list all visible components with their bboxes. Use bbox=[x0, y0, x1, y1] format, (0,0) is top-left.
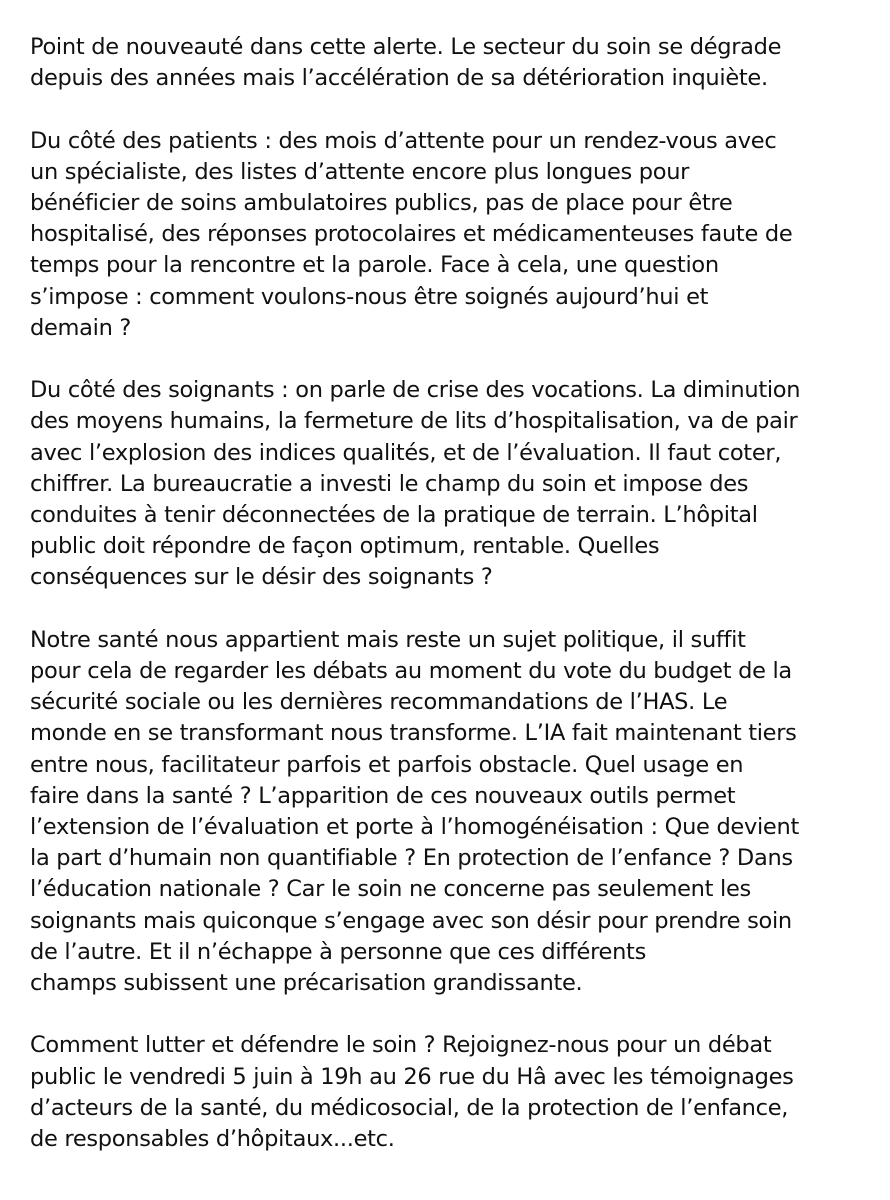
text-line: sécurité sociale ou les dernières recommandations de l’HAS. Le bbox=[30, 689, 728, 716]
text-line: public le vendredi 5 juin à 19h au 26 rue du Hâ avec les témoignages bbox=[30, 1063, 794, 1090]
text-line: hospitalisé, des réponses protocolaires et médicamenteuses faute de bbox=[30, 221, 793, 248]
text-line: public doit répondre de façon optimum, rentable. Quelles bbox=[30, 533, 660, 560]
text-line: l’extension de l’évaluation et porte à l’homogénéisation : Que devient bbox=[30, 814, 799, 841]
paragraph-intro bbox=[30, 32, 870, 94]
paragraph-patients bbox=[30, 126, 870, 344]
text-line: de l’autre. Et il n’échappe à personne que ces différents bbox=[30, 938, 646, 965]
paragraph-soignants bbox=[30, 375, 870, 593]
text-line: chiffrer. La bureaucratie a investi le champ du soin et impose des bbox=[30, 470, 749, 497]
text-line: la part d’humain non quantifiable ? En protection de l’enfance ? Dans bbox=[30, 845, 793, 872]
paragraph-invitation bbox=[30, 1030, 870, 1155]
document-body bbox=[30, 32, 870, 1186]
text-line: demain ? bbox=[30, 314, 132, 341]
text-line: pour cela de regarder les débats au moment du vote du budget de la bbox=[30, 658, 792, 685]
text-line: de responsables d’hôpitaux...etc. bbox=[30, 1126, 395, 1153]
text-line: l’éducation nationale ? Car le soin ne concerne pas seulement les bbox=[30, 876, 751, 903]
text-line: Point de nouveauté dans cette alerte. Le secteur du soin se dégrade bbox=[30, 34, 782, 60]
text-line: faire dans la santé ? L’apparition de ces nouveaux outils permet bbox=[30, 782, 736, 809]
text-line: conséquences sur le désir des soignants ? bbox=[30, 564, 493, 591]
text-line: avec l’explosion des indices qualités, et de l’évaluation. Il faut coter, bbox=[30, 439, 782, 466]
text-line: conduites à tenir déconnectées de la pratique de terrain. L’hôpital bbox=[30, 502, 758, 529]
text-line: d’acteurs de la santé, du médicosocial, de la protection de l’enfance, bbox=[30, 1094, 789, 1121]
text-line: Comment lutter et défendre le soin ? Rejoignez-nous pour un débat bbox=[30, 1032, 772, 1059]
text-line: bénéficier de soins ambulatoires publics, pas de place pour être bbox=[30, 190, 733, 216]
text-line: champs subissent une précarisation grandissante. bbox=[30, 970, 583, 997]
text-line: soignants mais quiconque s’engage avec son désir pour prendre soin bbox=[30, 907, 792, 934]
text-line: temps pour la rencontre et la parole. Face à cela, une question bbox=[30, 252, 719, 279]
text-line: depuis des années mais l’accélération de sa détérioration inquiète. bbox=[30, 65, 768, 92]
paragraph-sante-politique bbox=[30, 625, 870, 999]
text-line: des moyens humains, la fermeture de lits d’hospitalisation, va de pair bbox=[30, 408, 798, 435]
text-line: Du côté des soignants : on parle de crise des vocations. La diminution bbox=[30, 377, 801, 404]
text-line: un spécialiste, des listes d’attente encore plus longues pour bbox=[30, 158, 690, 185]
text-line: s’impose : comment voulons-nous être soignés aujourd’hui et bbox=[30, 283, 709, 310]
text-line: Notre santé nous appartient mais reste un sujet politique, il suffit bbox=[30, 626, 746, 653]
text-line: monde en se transformant nous transforme. L’IA fait maintenant tiers bbox=[30, 720, 797, 747]
text-line: Du côté des patients : des mois d’attente pour un rendez-vous avec bbox=[30, 127, 777, 154]
text-line: entre nous, facilitateur parfois et parfois obstacle. Quel usage en bbox=[30, 751, 744, 778]
